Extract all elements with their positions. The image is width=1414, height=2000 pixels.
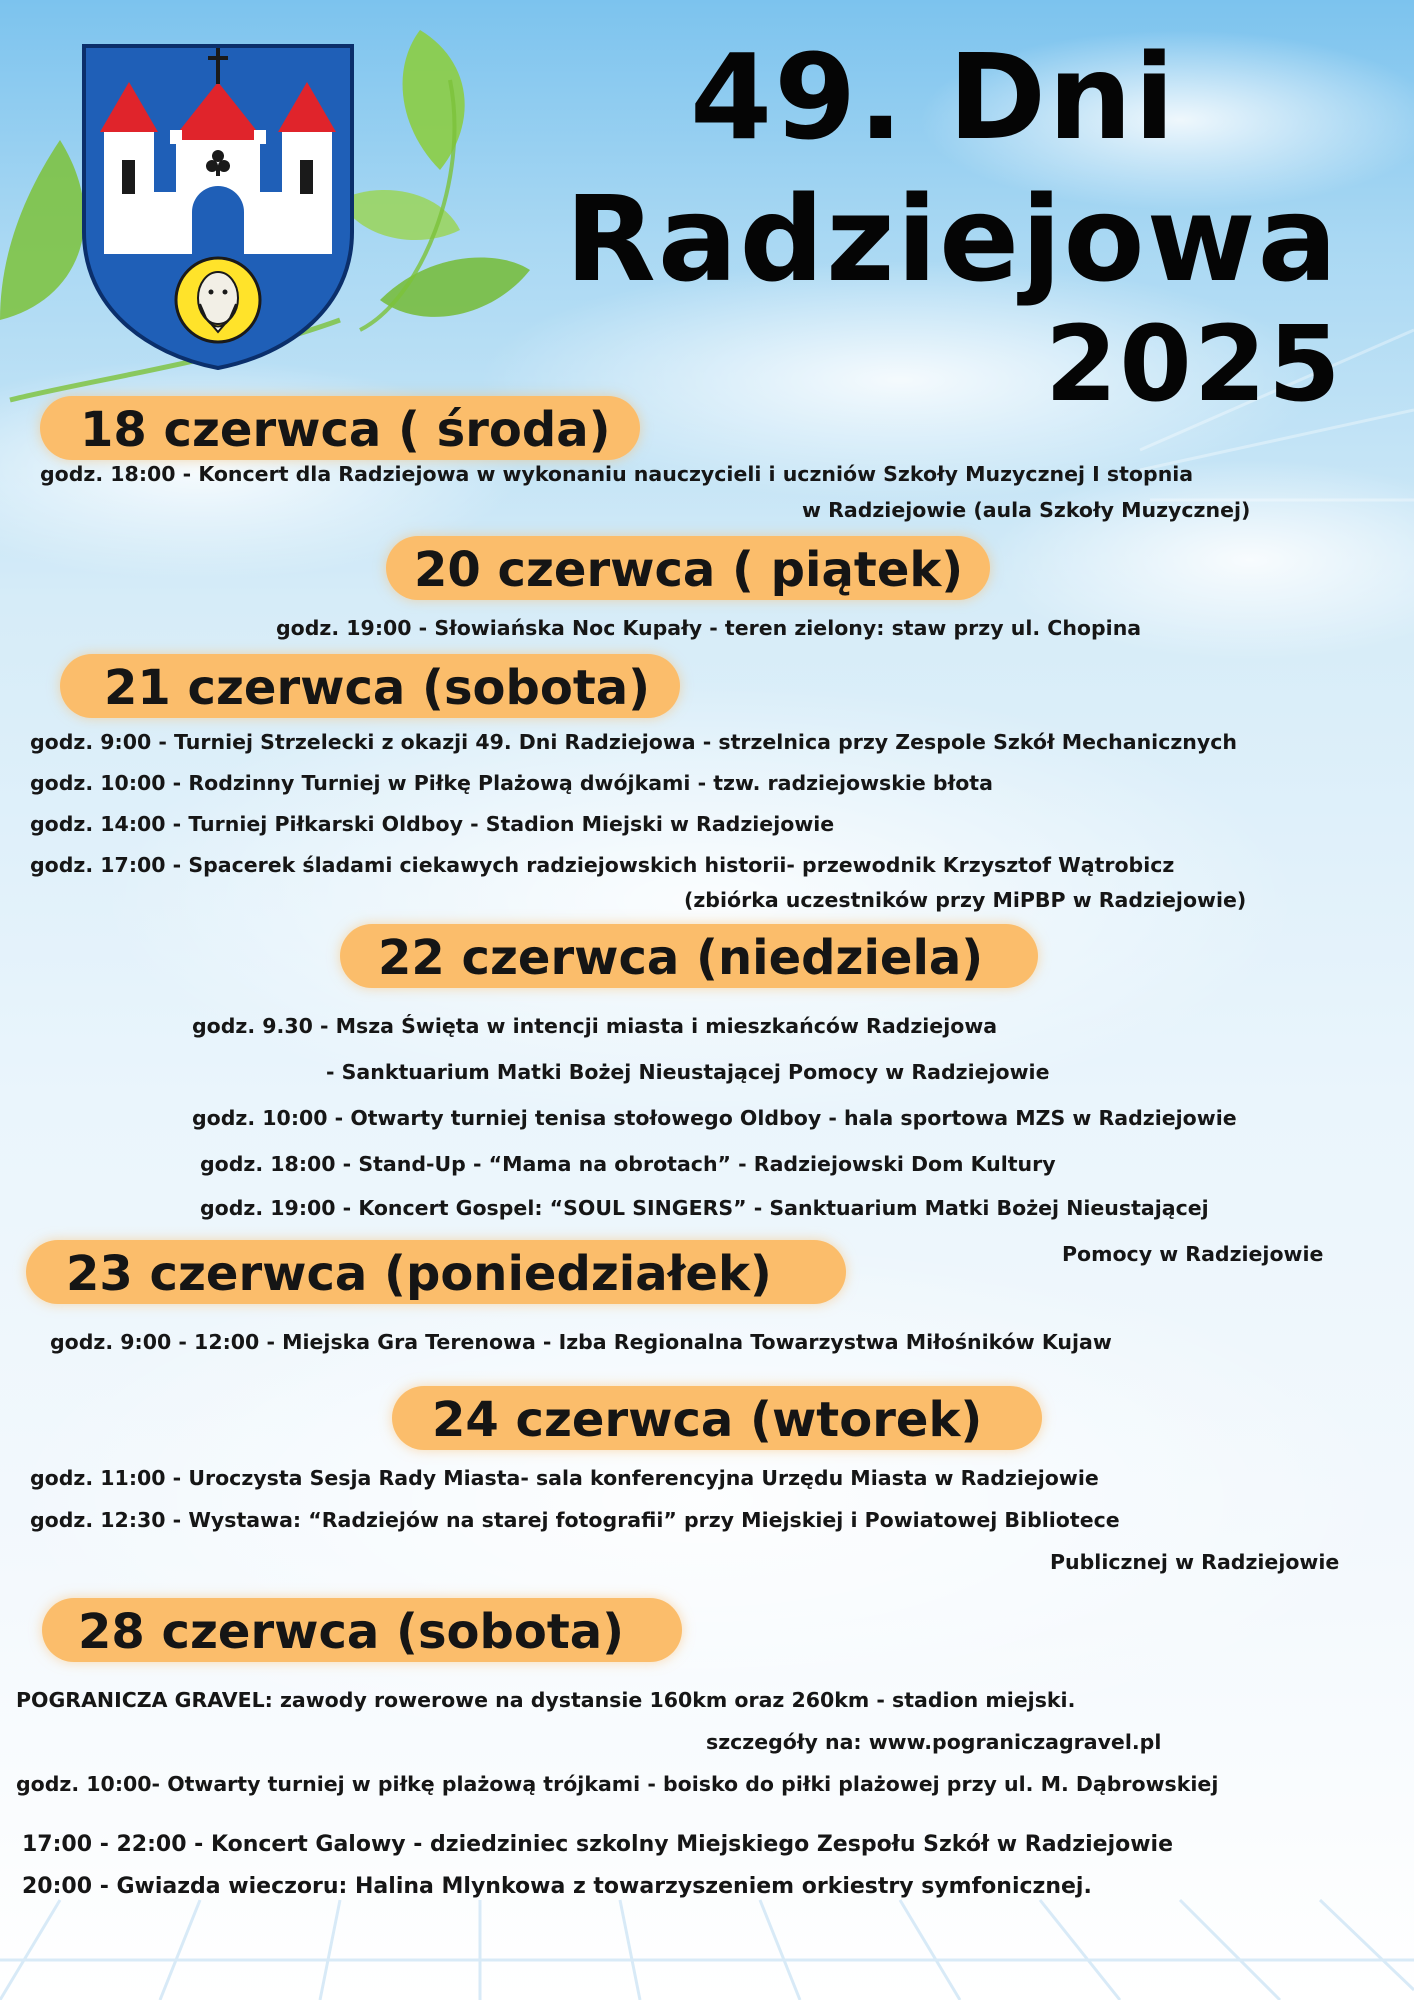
day-heading: 18 czerwca ( środa) <box>80 402 611 458</box>
event-line: - Sanktuarium Matki Bożej Nieustającej Pomocy w Radziejowie <box>326 1060 1050 1084</box>
event-line: godz. 12:30 - Wystawa: “Radziejów na starej fotografii” przy Miejskiej i Powiatowej Bibliotece <box>30 1508 1120 1532</box>
event-line: godz. 19:00 - Koncert Gospel: “SOUL SINGERS” - Sanktuarium Matki Bożej Nieustającej <box>200 1196 1209 1220</box>
day-heading: 28 czerwca (sobota) <box>78 1604 625 1660</box>
event-line: godz. 11:00 - Uroczysta Sesja Rady Miasta- sala konferencyjna Urzędu Miasta w Radziejowie <box>30 1466 1099 1490</box>
day-heading-pill <box>60 654 680 718</box>
day-heading-pill <box>340 924 1038 988</box>
day-heading: 24 czerwca (wtorek) <box>432 1392 983 1448</box>
event-line: godz. 10:00 - Rodzinny Turniej w Piłkę Plażową dwójkami - tzw. radziejowskie błota <box>30 771 993 795</box>
event-line: godz. 9.30 - Msza Święta w intencji miasta i mieszkańców Radziejowa <box>192 1014 998 1038</box>
title-line-2: Radziejowa <box>565 170 1340 308</box>
day-heading-pill <box>386 536 990 600</box>
event-line: 17:00 - 22:00 - Koncert Galowy - dziedziniec szkolny Miejskiego Zespołu Szkół w Radziejowie <box>22 1832 1174 1857</box>
event-line: godz. 17:00 - Spacerek śladami ciekawych radziejowskich historii- przewodnik Krzysztof Wątrobicz <box>30 853 1175 877</box>
event-line: godz. 9:00 - Turniej Strzelecki z okazji 49. Dni Radziejowa - strzelnica przy Zespole Szkół Mechanicznych <box>30 730 1237 754</box>
day-heading: 22 czerwca (niedziela) <box>378 930 984 986</box>
event-line: godz. 18:00 - Stand-Up - “Mama na obrotach” - Radziejowski Dom Kultury <box>200 1152 1056 1176</box>
event-line: (zbiórka uczestników przy MiPBP w Radziejowie) <box>684 888 1247 912</box>
day-heading-pill <box>42 1598 682 1662</box>
day-heading-pill <box>40 396 640 460</box>
day-heading: 21 czerwca (sobota) <box>104 660 651 716</box>
day-heading-pill <box>392 1386 1042 1450</box>
event-line: szczegóły na: www.pograniczagravel.pl <box>706 1730 1162 1754</box>
event-line: POGRANICZA GRAVEL: zawody rowerowe na dystansie 160km oraz 260km - stadion miejski. <box>16 1688 1076 1712</box>
event-line: Publicznej w Radziejowie <box>1050 1550 1340 1574</box>
event-line: w Radziejowie (aula Szkoły Muzycznej) <box>802 498 1251 522</box>
radziejow-coat-of-arms-icon <box>80 42 356 372</box>
day-heading: 23 czerwca (poniedziałek) <box>66 1246 772 1302</box>
event-line: godz. 9:00 - 12:00 - Miejska Gra Terenowa - Izba Regionalna Towarzystwa Miłośników Kujaw <box>50 1330 1112 1354</box>
event-line: 20:00 - Gwiazda wieczoru: Halina Mlynkowa z towarzyszeniem orkiestry symfonicznej. <box>22 1874 1092 1899</box>
event-line: godz. 18:00 - Koncert dla Radziejowa w wykonaniu nauczycieli i uczniów Szkoły Muzycznej I stopnia <box>40 462 1194 486</box>
day-heading-pill <box>26 1240 846 1304</box>
title-line-1: 49. Dni <box>690 28 1177 166</box>
event-line: godz. 14:00 - Turniej Piłkarski Oldboy - Stadion Miejski w Radziejowie <box>30 812 835 836</box>
title-line-3: 2025 <box>1045 303 1343 425</box>
event-line: godz. 19:00 - Słowiańska Noc Kupały - teren zielony: staw przy ul. Chopina <box>276 616 1142 640</box>
day-heading: 20 czerwca ( piątek) <box>414 542 964 598</box>
event-line: godz. 10:00 - Otwarty turniej tenisa stołowego Oldboy - hala sportowa MZS w Radziejowie <box>192 1106 1237 1130</box>
event-line: Pomocy w Radziejowie <box>1062 1242 1324 1266</box>
event-line: godz. 10:00- Otwarty turniej w piłkę plażową trójkami - boisko do piłki plażowej przy ul. M. Dąbrowskiej <box>16 1772 1219 1796</box>
